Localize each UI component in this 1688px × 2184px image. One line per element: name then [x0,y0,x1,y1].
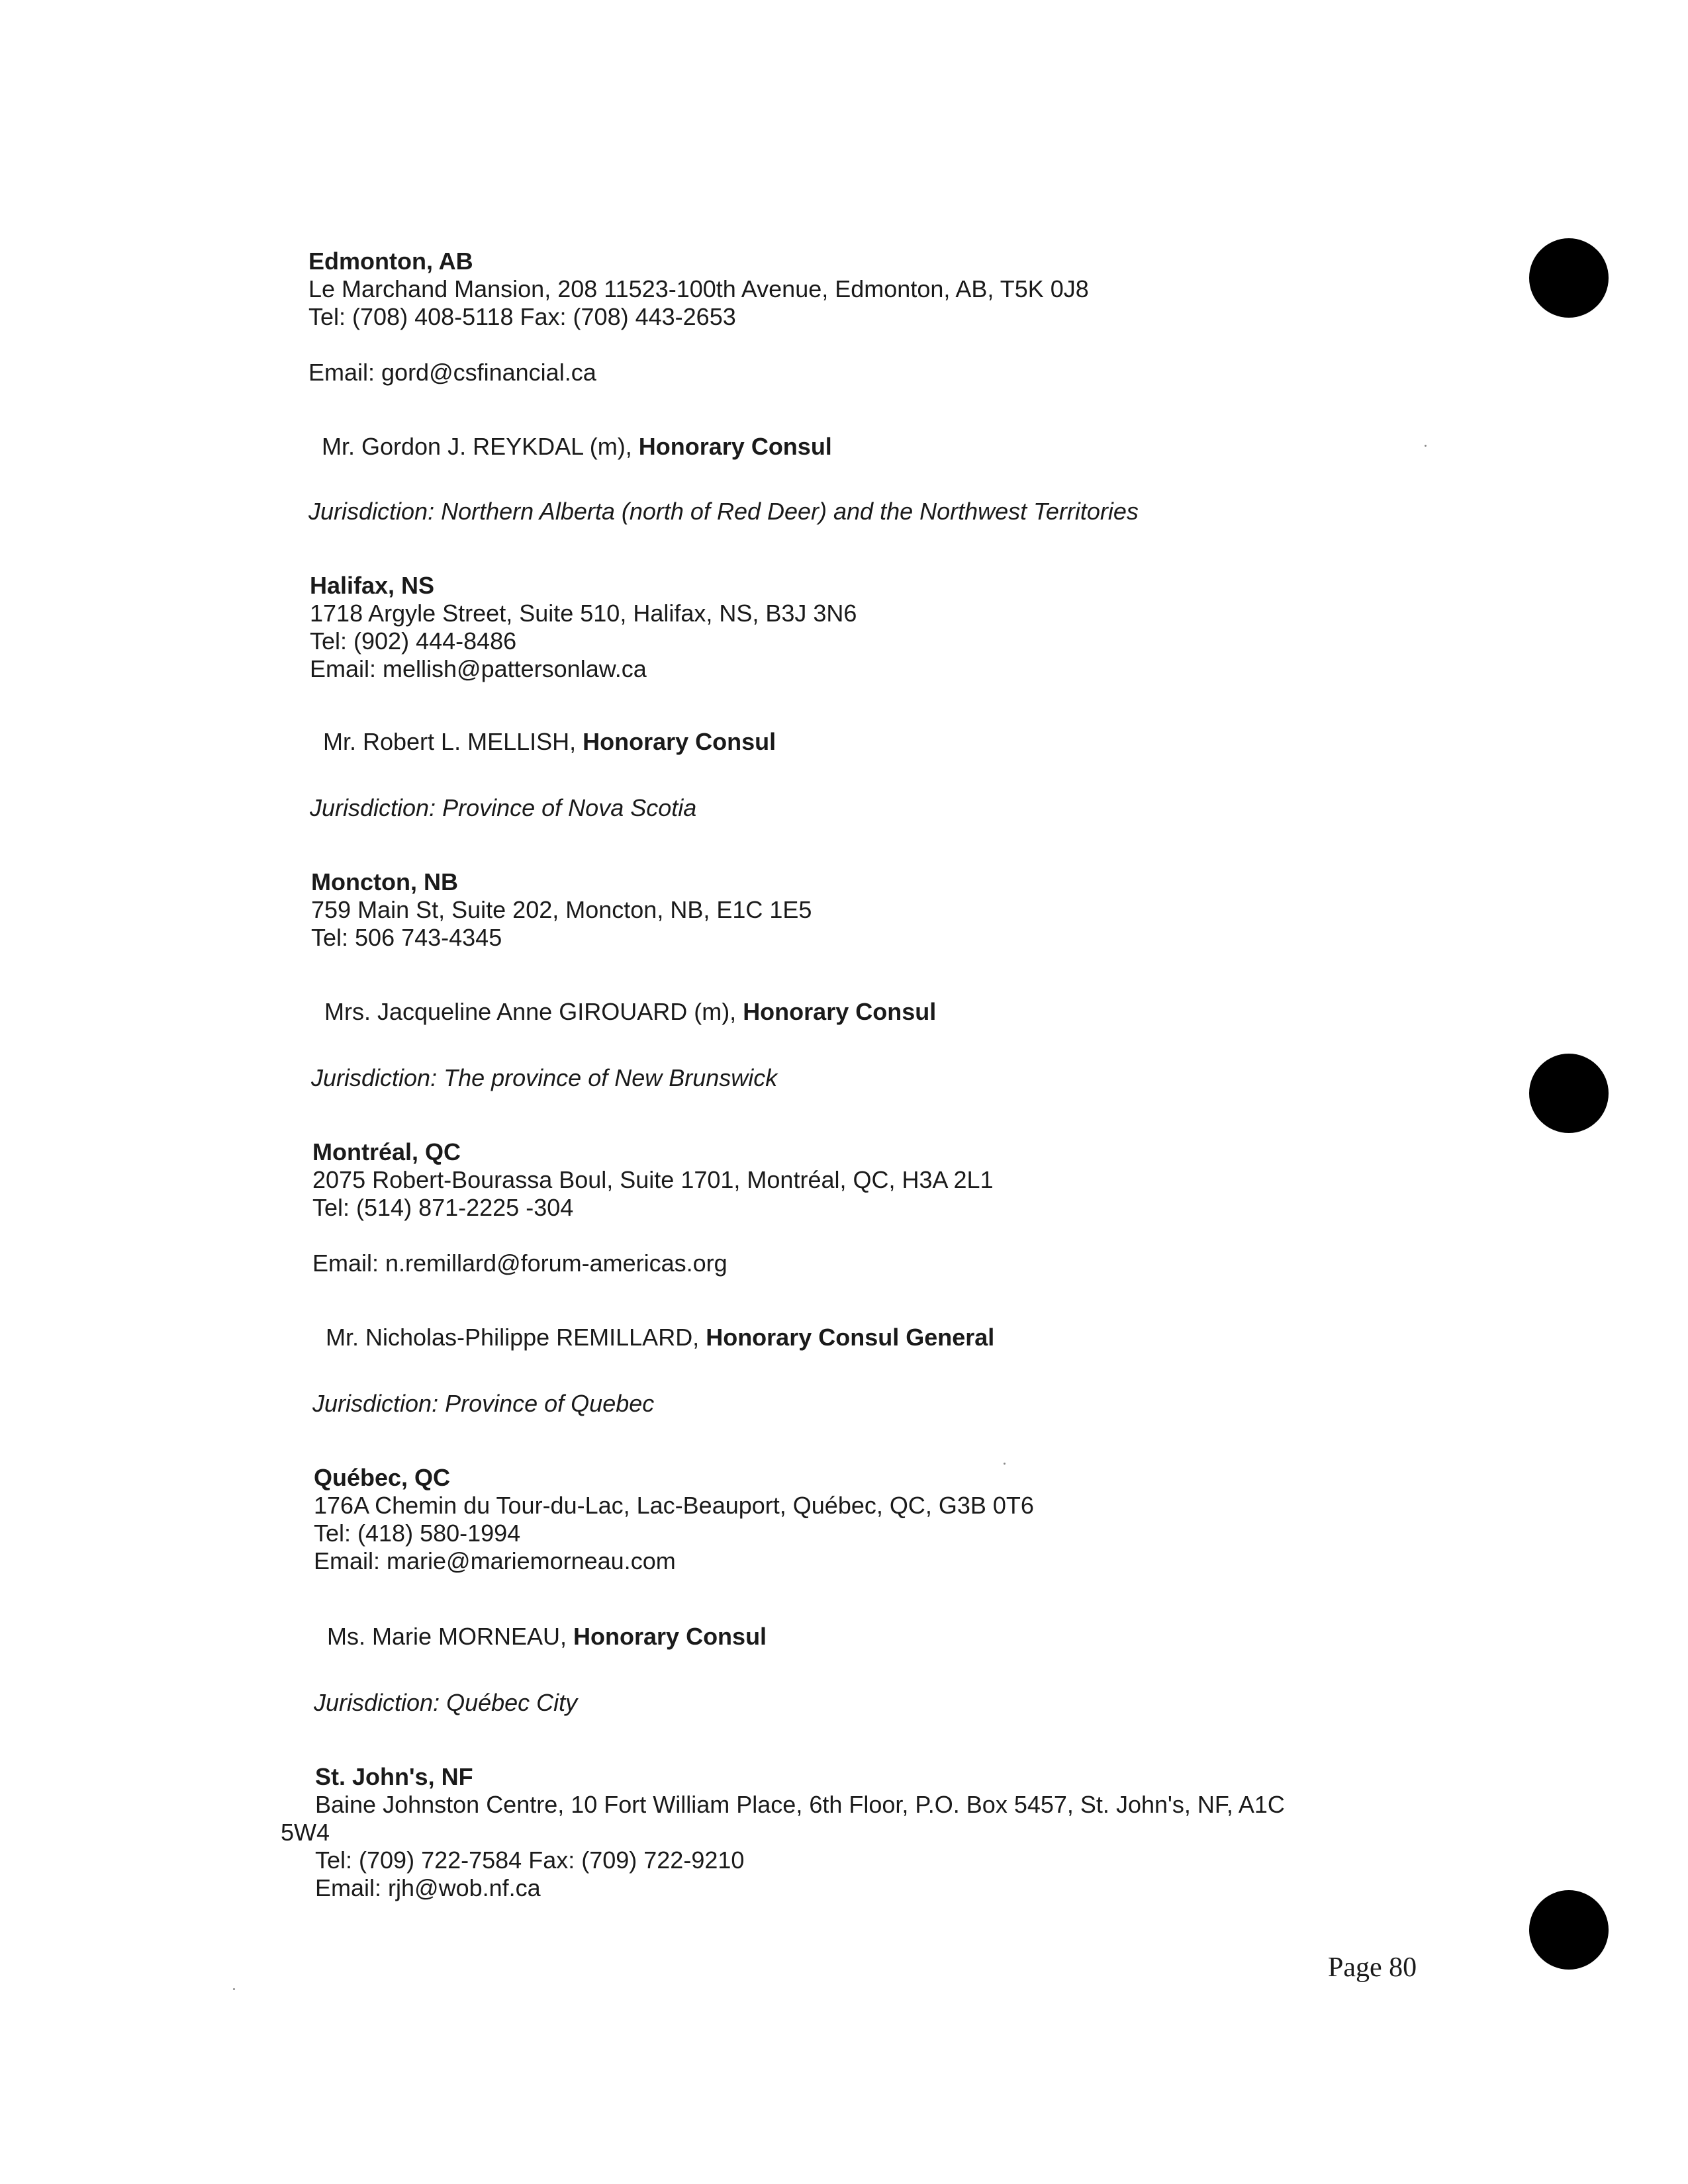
jurisdiction-label: Jurisdiction: [312,1390,445,1417]
phone: Tel: (514) 871-2225 -304 [312,1194,574,1221]
consul-title: Honorary Consul [573,1623,767,1650]
consul-name-line [323,728,776,756]
consul-name-line [322,433,832,461]
email: Email: n.remillard@forum-americas.org [312,1250,727,1277]
scan-speck [233,1988,235,1990]
phone-fax: Tel: (708) 408-5118 Fax: (708) 443-2653 [308,303,736,330]
punch-hole-bottom [1529,1890,1609,1970]
punch-hole-top [1529,238,1609,318]
address: 2075 Robert-Bourassa Boul, Suite 1701, Montréal, QC, H3A 2L1 [312,1166,994,1193]
consul-name: Mr. Gordon J. REYKDAL (m), [322,433,639,460]
jurisdiction-label: Jurisdiction: [310,794,443,821]
phone-fax: Tel: (709) 722-7584 Fax: (709) 722-9210 [315,1846,745,1874]
jurisdiction-line [314,1689,577,1717]
consul-name: Mr. Robert L. MELLISH, [323,728,583,755]
city-heading: Edmonton, AB [308,248,473,275]
email: Email: gord@csfinancial.ca [308,359,596,386]
scan-speck [1425,445,1427,447]
email: Email: marie@mariemorneau.com [314,1547,676,1574]
city-heading: Halifax, NS [310,572,435,599]
jurisdiction-value: Province of Nova Scotia [442,794,697,821]
address: 1718 Argyle Street, Suite 510, Halifax, NS, B3J 3N6 [310,600,857,627]
jurisdiction-label: Jurisdiction: [308,498,442,525]
city-heading: Montréal, QC [312,1138,461,1165]
phone: Tel: (902) 444-8486 [310,627,517,655]
consul-name: Mrs. Jacqueline Anne GIROUARD (m), [324,998,743,1025]
scan-speck [1004,1463,1006,1465]
email: Email: rjh@wob.nf.ca [315,1874,541,1901]
consul-name-line [326,1324,994,1351]
address: 176A Chemin du Tour-du-Lac, Lac-Beauport, Québec, QC, G3B 0T6 [314,1492,1034,1519]
address: Baine Johnston Centre, 10 Fort William Place, 6th Floor, P.O. Box 5457, St. John's, NF, A1C [315,1791,1285,1818]
consul-title: Honorary Consul General [706,1324,995,1351]
consul-name-line [327,1623,767,1651]
jurisdiction-label: Jurisdiction: [314,1689,447,1716]
jurisdiction-value: Province of Quebec [445,1390,655,1417]
address-continued: 5W4 [281,1819,330,1846]
consul-title: Honorary Consul [743,998,937,1025]
jurisdiction-line [308,498,1139,525]
jurisdiction-line [312,1390,654,1418]
city-heading: Moncton, NB [311,868,458,895]
city-heading: Québec, QC [314,1464,451,1491]
consul-title: Honorary Consul [583,728,776,755]
phone: Tel: (418) 580-1994 [314,1520,521,1547]
jurisdiction-label: Jurisdiction: [311,1064,444,1091]
punch-hole-middle [1529,1054,1609,1133]
consul-name: Ms. Marie MORNEAU, [327,1623,574,1650]
jurisdiction-value: Northern Alberta (north of Red Deer) and the Northwest Territories [441,498,1139,525]
jurisdiction-value: The province of New Brunswick [444,1064,778,1091]
jurisdiction-line [311,1064,777,1092]
phone: Tel: 506 743-4345 [311,924,502,951]
address: 759 Main St, Suite 202, Moncton, NB, E1C 1E5 [311,896,812,923]
page-number: Page 80 [1328,1952,1417,1983]
jurisdiction-line [310,794,696,822]
consul-name-line [324,998,936,1026]
consul-name: Mr. Nicholas-Philippe REMILLARD, [326,1324,706,1351]
email: Email: mellish@pattersonlaw.ca [310,655,647,682]
consul-title: Honorary Consul [638,433,832,460]
city-heading: St. John's, NF [315,1763,473,1790]
address: Le Marchand Mansion, 208 11523-100th Avenue, Edmonton, AB, T5K 0J8 [308,275,1089,302]
jurisdiction-value: Québec City [446,1689,578,1716]
